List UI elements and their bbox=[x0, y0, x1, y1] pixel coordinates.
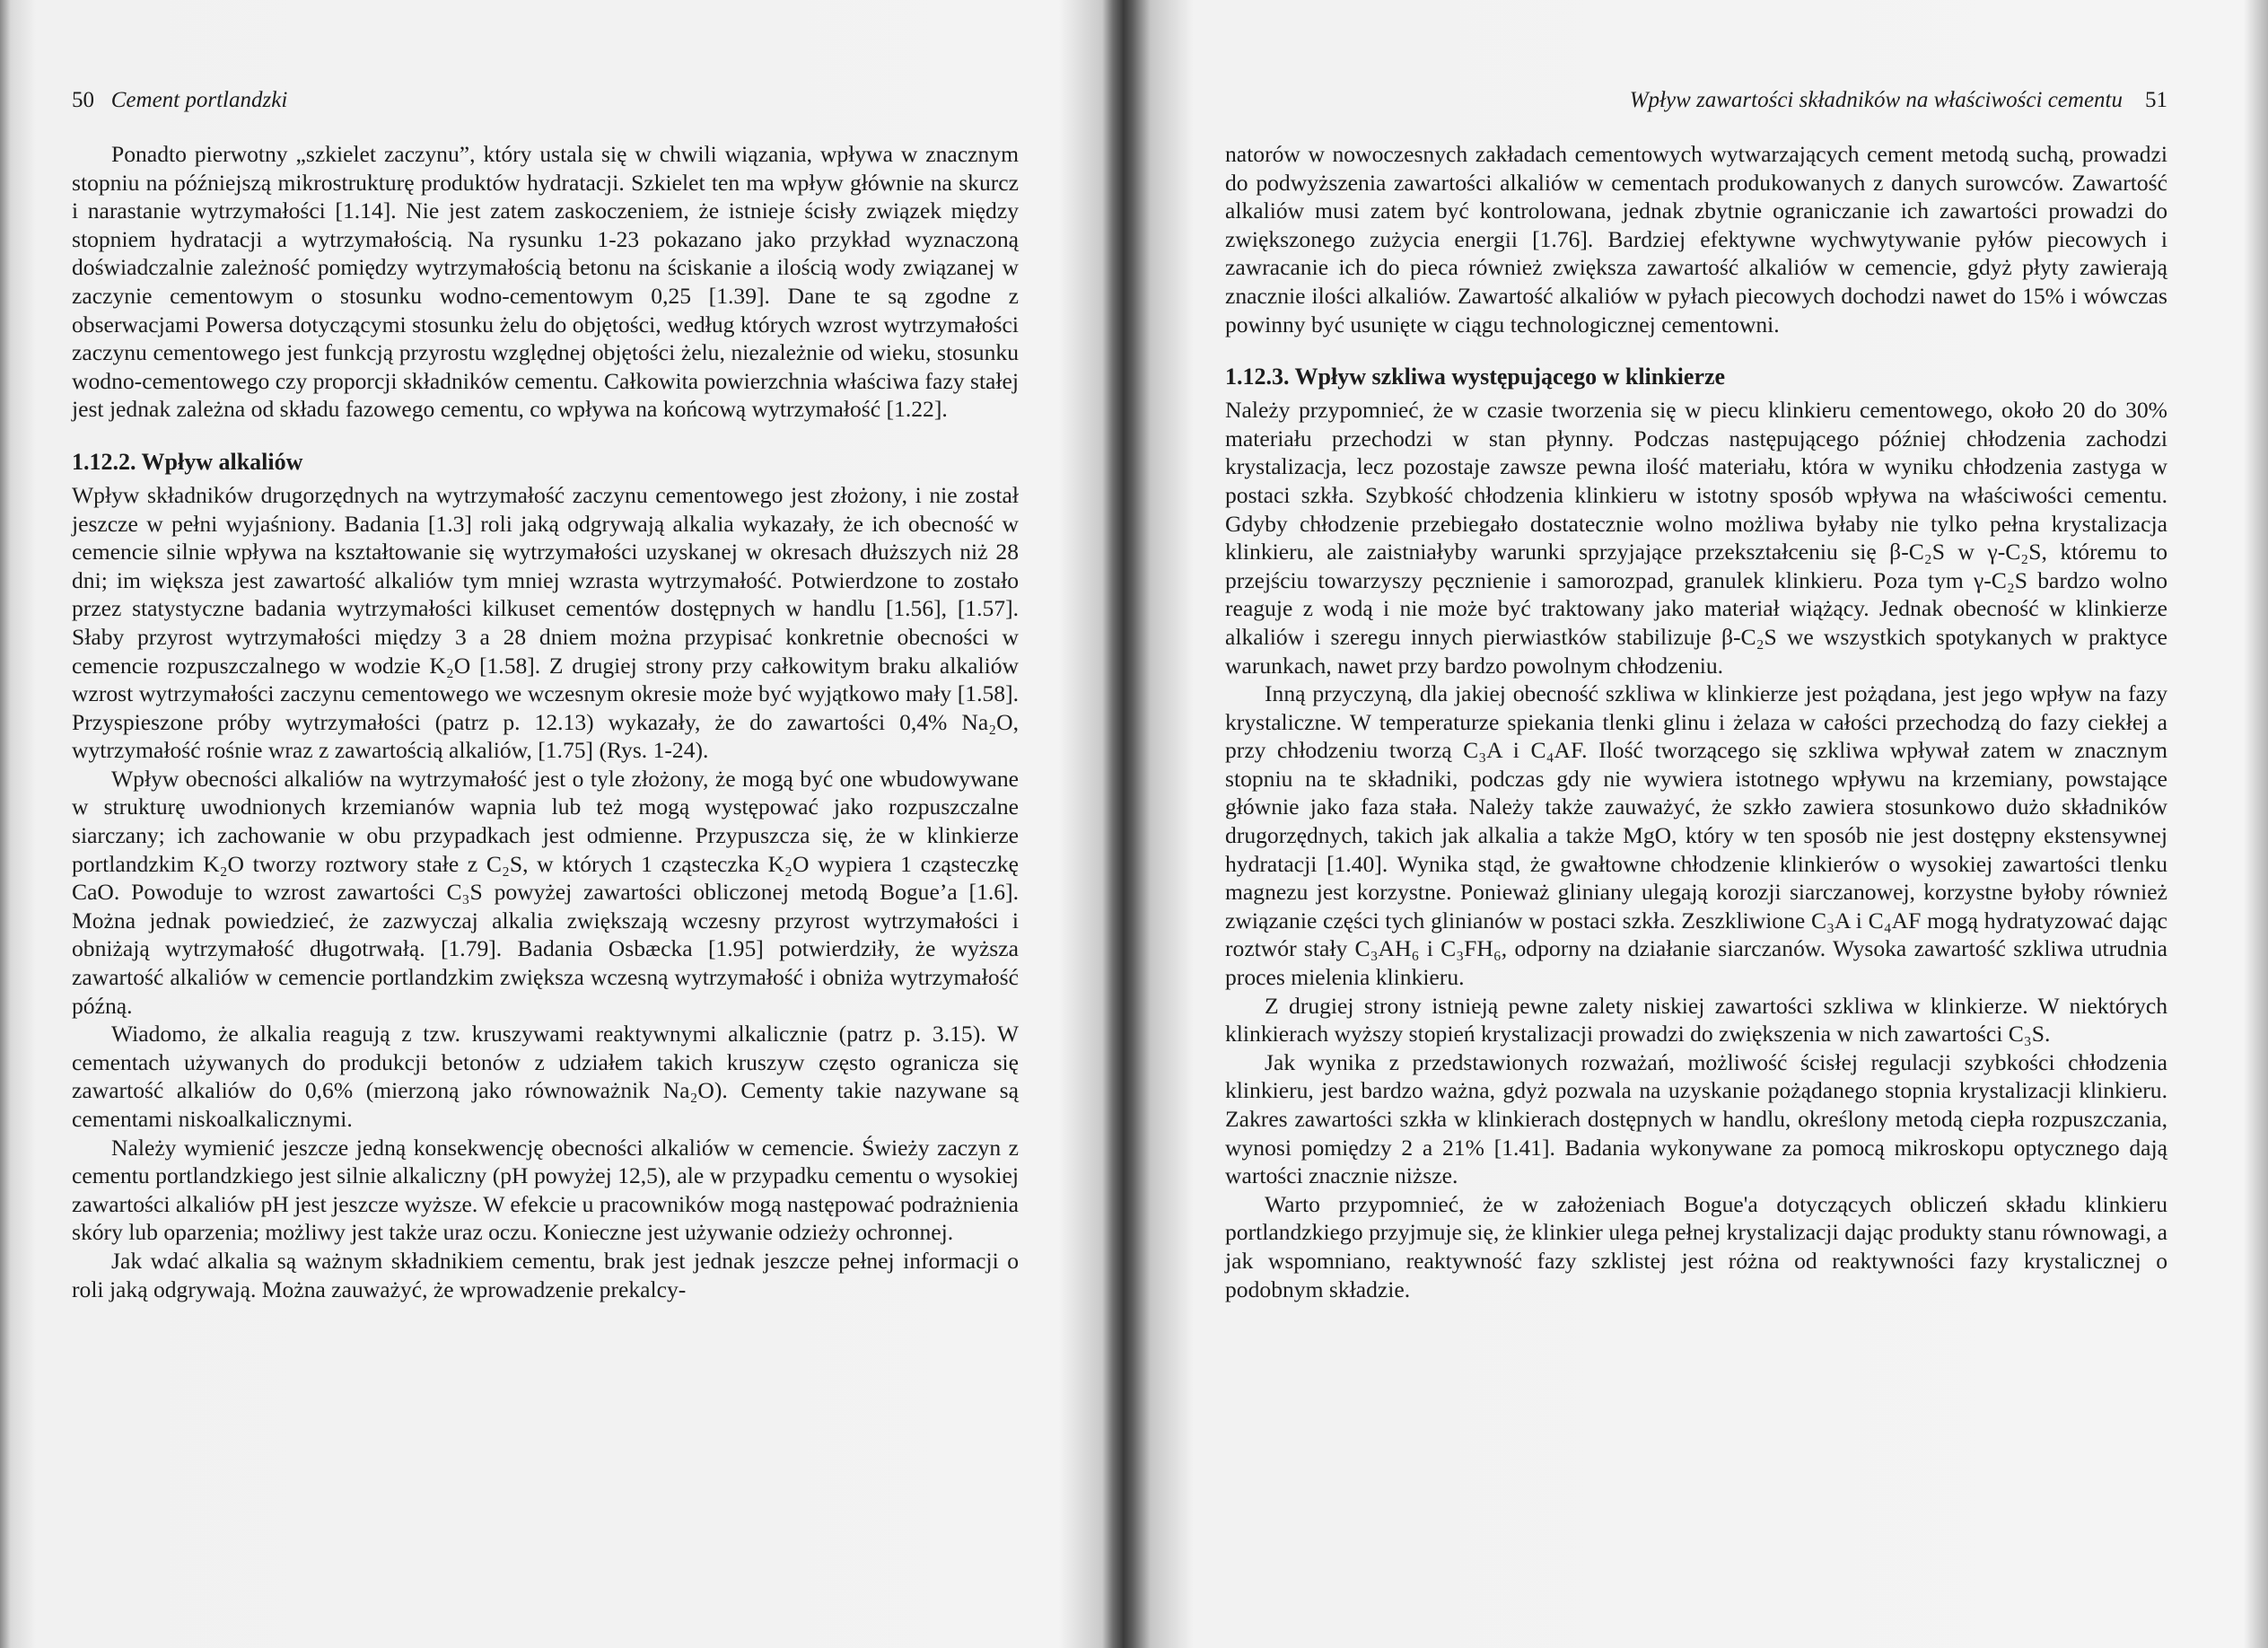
paragraph: Jak wynika z przedstawionych rozważań, możliwość ścisłej regulacji szybkości chłodzenia klinkieru, jest bardzo ważna, gdyż pozwala na uzyskanie pożądanego stopnia krystalizacji klinkieru. Zakres zawartości szkła w klinkierach dostępnych w handlu, określony metodą ciepła rozpuszczania, wynosi pomiędzy 2 a 21% [1.41]. Badania wykonywane za pomocą mikroskopu optycznego dają wartości znacznie niższe. bbox=[1225, 1048, 2167, 1189]
paragraph: Należy wymienić jeszcze jedną konsekwencję obecności alkaliów w cemencie. Świeży zaczyn z cementu portlandzkiego jest silnie alkaliczny (pH powyżej 12,5), ale w przypadku cementu o wysokiej zawartości alkaliów pH jest jeszcze wyższe. W efekcie u pracowników mogą następować podrażnienia skóry lub oparzenia; możliwy jest także uraz oczu. Konieczne jest używanie odzieży ochronnej. bbox=[72, 1134, 1019, 1246]
paragraph: Jak wdać alkalia są ważnym składnikiem cementu, brak jest jednak jeszcze pełnej informacji o roli jaką odgrywają. Można zauważyć, że wprowadzenie prekalcy- bbox=[72, 1247, 1019, 1302]
right-page-number: 51 bbox=[2145, 88, 2167, 112]
section-heading: 1.12.3. Wpływ szkliwa występującego w klinkierze bbox=[1225, 364, 1726, 390]
right-page-body bbox=[1225, 140, 2167, 1303]
paragraph: Wpływ składników drugorzędnych na wytrzymałość zaczynu cementowego jest złożony, i nie został jeszcze w pełni wyjaśniony. Badania [1.3] roli jaką odgrywają alkalia wykazały, że ich obecność w cemencie silnie wpływa na kształtowanie się wytrzymałości uzyskanej w okresach dłuższych niż 28 dni; im większa jest zawartość alkaliów tym mniej wzrasta wytrzymałość. Potwierdzone to zostało przez statystyczne badania wytrzymałości kilkuset cementów dostępnych w handlu [1.56], [1.57]. Słaby przyrost wytrzymałości między 3 a 28 dniem można przypisać konkretnie obecności w cemencie rozpuszczalnego w wodzie K₂O [1.58]. Z drugiej strony przy całkowitym braku alkaliów wzrost wytrzymałości zaczynu cementowego we wczesnym okresie może być wyjątkowo mały [1.58]. Przyspieszone próby wytrzymałości (patrz p. 12.13) wykazały, że do zawartości 0,4% Na₂O, wytrzymałość rośnie wraz z zawartością alkaliów, [1.75] (Rys. 1-24). bbox=[72, 481, 1019, 764]
paragraph: natorów w nowoczesnych zakładach cementowych wytwarzających cement metodą suchą, prowadzi do podwyższenia zawartości alkaliów w cementach produkowanych z danych surowców. Zawartość alkaliów musi zatem być kontrolowana, jednak zbytnie ograniczanie ich zawartości prowadzi do zwiększonego zużycia energii [1.76]. Bardziej efektywne wychwytywanie pyłów piecowych i zawracanie ich do pieca również zwiększa zawartość alkaliów w cemencie, gdyż płyty zawierają znacznie ilości alkaliów. Zawartość alkaliów w pyłach piecowych dochodzi nawet do 15% i wówczas powinny być usunięte w ciągu technologicznej cementowni. bbox=[1225, 141, 2167, 337]
paragraph: Wpływ obecności alkaliów na wytrzymałość jest o tyle złożony, że mogą być one wbudowywane w strukturę uwodnionych krzemianów wapnia lub też mogą występować jako rozpuszczalne siarczany; ich zachowanie w obu przypadkach jest odmienne. Przypuszcza się, że w klinkierze portlandzkim K₂O tworzy roztwory stałe z C₂S, w których 1 cząsteczka K₂O wypiera 1 cząsteczkę CaO. Powoduje to wzrost zawartości C₃S powyżej zawartości obliczonej metodą Bogue’a [1.6]. Można jednak powiedzieć, że zazwyczaj alkalia zwiększają wczesny przyrost wytrzymałości i obniżają wytrzymałość długotrwałą. [1.79]. Badania Osbæcka [1.95] potwierdziły, że wyższa zawartość alkaliów w cemencie portlandzkim zwiększa wczesną wytrzymałość i obniża wytrzymałość późną. bbox=[72, 765, 1019, 1019]
left-page bbox=[72, 0, 1019, 1648]
section-heading: 1.12.2. Wpływ alkaliów bbox=[72, 448, 303, 475]
left-page-number: 50 bbox=[72, 88, 94, 112]
right-running-header bbox=[1630, 88, 2167, 113]
paragraph: Inną przyczyną, dla jakiej obecność szkliwa w klinkierze jest pożądana, jest jego wpływ na fazy krystaliczne. W temperaturze spiekania tlenki glinu i żelaza w całości przechodzą do fazy ciekłej a przy chłodzeniu tworzą C₃A i C₄AF. Ilość tworzącego się szkliwa wpływał zatem w znacznym stopniu na te składniki, podczas gdy nie wywiera istotnego wpływu na krzemiany, powstające głównie jako faza stała. Należy także zauważyć, że szkło zawiera stosunkowo dużo składników drugorzędnych, takich jak alkalia a także MgO, który w ten sposób nie jest dostępny ekstensywnej hydratacji [1.40]. Wynika stąd, że gwałtowne chłodzenie klinkierów o wysokiej zawartości tlenku magnezu jest korzystne. Ponieważ gliniany ulegają korozji siarczanowej, korzystne byłoby również związanie części tych glinianów w postaci szkła. Zeszkliwione C₃A i C₄AF mogą hydratyzować dając roztwór stały C₃AH₆ i C₃FH₆, odporny na działanie siarczanów. Wysoka zawartość szkliwa utrudnia proces mielenia klinkieru. bbox=[1225, 680, 2167, 991]
paragraph: Należy przypomnieć, że w czasie tworzenia się w piecu klinkieru cementowego, około 20 do 30% materiału przechodzi w stan płynny. Podczas następującego później chłodzenia zachodzi krystalizacja, lecz pozostaje zawsze pewna ilość materiału, która w wyniku chłodzenia zastyga w postaci szkła. Szybkość chłodzenia klinkieru w istotny sposób wpływa na właściwości cementu. Gdyby chłodzenie przebiegało dostatecznie wolno możliwa byłaby nie tylko pełna krystalizacja klinkieru, ale zaistniałyby warunki sprzyjające przekształceniu się β-C₂S w γ-C₂S, któremu to przejściu towarzyszy pęcznienie i samorozpad, granulek klinkieru. Poza tym γ-C₂S bardzo wolno reaguje z wodą i nie może być traktowany jako materiał wiążący. Jednak obecność w klinkierze alkaliów i szeregu innych pierwiastków stabilizuje β-C₂S we wszystkich spotykanych w praktyce warunkach, nawet przy bardzo powolnym chłodzeniu. bbox=[1225, 397, 2167, 679]
right-running-title: Wpływ zawartości składników na właściwości cementu bbox=[1629, 88, 2123, 112]
left-running-title: Cement portlandzki bbox=[110, 88, 288, 112]
right-page bbox=[1225, 0, 2167, 1648]
paragraph: Wiadomo, że alkalia reagują z tzw. kruszywami reaktywnymi alkalicznie (patrz p. 3.15). W cementach używanych do produkcji betonów z udziałem takich kruszyw często ogranicza się zawartość alkaliów do 0,6% (mierzoną jako równoważnik Na₂O). Cementy takie nazywane są cementami niskoalkalicznymi. bbox=[72, 1021, 1019, 1132]
paragraph: Ponadto pierwotny „szkielet zaczynu”, który ustala się w chwili wiązania, wpływa w znacznym stopniu na późniejszą mikrostrukturę produktów hydratacji. Szkielet ten ma wpływ głównie na skurcz i narastanie wytrzymałości [1.14]. Nie jest zatem zaskoczeniem, że istnieje ścisły związek między stopniem hydratacji a wytrzymałością. Na rysunku 1-23 pokazano jako przykład wyznaczoną doświadczalnie zależność pomiędzy wytrzymałością betonu na ściskanie a ilością wody związanej w zaczynie cementowym o stosunku wodno-cementowym 0,25 [1.39]. Dane te są zgodne z obserwacjami Powersa dotyczącymi stosunku żelu do objętości, według których wzrost wytrzymałości zaczynu cementowego jest funkcją przyrostu względnej objętości żelu, niezależnie od wieku, stosunku wodno-cementowego czy proporcji składników cementu. Całkowita powierzchnia właściwa fazy stałej jest jednak zależna od składu fazowego cementu, co wpływa na końcową wytrzymałość [1.22]. bbox=[72, 141, 1019, 423]
left-page-body bbox=[72, 140, 1019, 1303]
left-running-header bbox=[72, 88, 287, 113]
paragraph: Z drugiej strony istnieją pewne zalety niskiej zawartości szkliwa w klinkierze. W niektórych klinkierach wyższy stopień krystalizacji prowadzi do zwiększenia w nich zawartości C₃S. bbox=[1225, 992, 2167, 1048]
paragraph: Warto przypomnieć, że w założeniach Bogue'a dotyczących obliczeń składu klinkieru portlandzkiego przyjmuje się, że klinkier ulega pełnej krystalizacji dając produkty stanu równowagi, a jak wspomniano, reaktywność fazy szklistej jest różna od reaktywności fazy krystalicznej o podobnym składzie. bbox=[1225, 1190, 2167, 1302]
